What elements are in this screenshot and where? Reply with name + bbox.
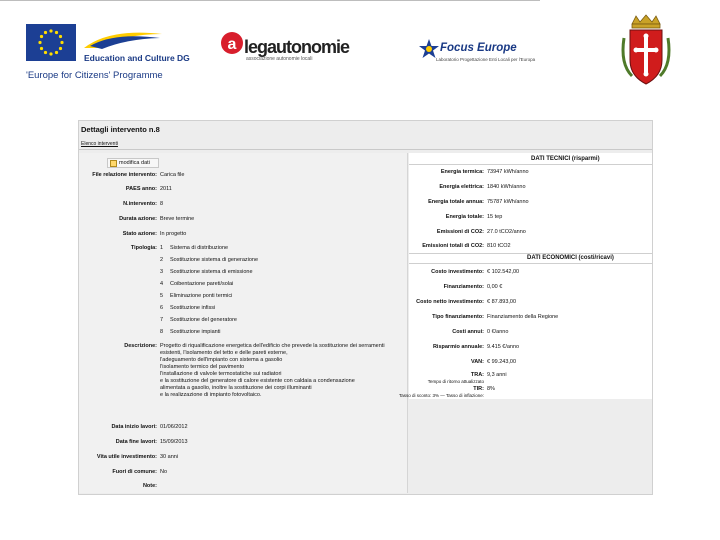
field-value: Breve termine [160,216,195,222]
tech-value: 75787 kWh/anno [487,199,529,205]
field-value: 8 [160,201,164,207]
econ-value: € 102.542,00 [487,269,520,275]
econ-label: Costo netto investimento: [416,299,484,305]
page-title: Dettagli intervento n.8 [81,125,160,134]
econ-value: € 87.893,00 [487,299,517,305]
econ-value: Finanziamento della Regione [487,314,559,320]
description-line: e la realizzazione di impianto fotovoltaico. [160,392,262,398]
field-label: Durata azione: [119,216,157,222]
tech-label: Emissioni di CO2: [436,229,484,235]
back-to-list-link[interactable]: Elenco interventi [81,141,118,147]
tipologia-item: Sostituzione sistema di generazione [170,257,259,263]
tipologia-label: Tipologia: [130,245,157,251]
municipal-crest-logo [618,14,674,90]
tipologia-item: Sistema di distribuzione [170,245,229,251]
description-line: l'adeguamento dell'impianto con sistema a gasolio [160,357,283,363]
econ-label: Finanziamento: [443,284,484,290]
tech-value: 27.0 tCO2/anno [487,229,526,235]
econ-label: Costi annui: [452,329,484,335]
tech-value: 1840 kWh/anno [487,184,526,190]
tipologia-item: Sostituzione infissi [170,305,216,311]
descrizione-label: Descrizione: [124,343,157,349]
legautonomie-sub: associazione autonomie locali [246,56,313,62]
rate-note: Tasso di sconto: 3% — Tasso di inflazione: [399,393,484,398]
tipologia-item: Sostituzione del generatore [170,317,237,323]
technical-data-heading: DATI TECNICI (risparmi) [531,156,600,162]
eac-label: Education and Culture DG [84,53,190,63]
econ-label: Costo investimento: [431,269,484,275]
tech-label: Energia totale annua: [428,199,484,205]
top-divider [0,0,540,1]
tipologia-item: Eliminazione ponti termici [170,293,233,299]
tech-value: 810 tCO2 [487,243,511,249]
econ-label: Risparmio annuale: [432,344,484,350]
tipologia-number: 3 [160,269,164,275]
tech-label: Emissioni totali di CO2: [422,243,484,249]
eu-flag-logo [26,24,76,61]
field-value: In progetto [160,231,187,237]
tipologia-number: 1 [160,245,164,251]
econ-value: 8% [487,386,495,392]
section-divider [409,263,652,264]
econ-label: TRA: [470,372,484,378]
description-line: alimentata a gasolio, inoltre la sostituzione dei corpi illuminanti [160,385,312,391]
field-label: Vita utile investimento: [96,454,157,460]
econ-value: 0 €/anno [487,329,509,335]
right-summary-pane [399,153,652,399]
section-divider [409,253,652,254]
tipologia-number: 4 [160,281,164,287]
econ-value: 9.415 €/anno [487,344,520,350]
intervention-details-window [78,120,653,495]
tech-value: 73947 kWh/anno [487,169,529,175]
tipologia-item: Sostituzione sistema di emissione [170,269,253,275]
tipologia-number: 8 [160,329,164,335]
description-line: l'installazione di valvole termostatiche sui radiatori [160,371,282,377]
useful-life-value: 30 anni [160,454,179,460]
tipologia-number: 2 [160,257,164,263]
tipologia-number: 7 [160,317,164,323]
field-label: PAES anno: [125,186,157,192]
econ-value: € 99.243,00 [487,359,517,365]
tipologia-number: 5 [160,293,164,299]
field-label: Data inizio lavori: [111,424,157,430]
tipologia-item: Coibentazione pareti/solai [170,281,234,287]
section-divider [409,164,652,165]
field-label: Fuori di comune: [112,469,157,475]
title-divider [79,149,652,150]
legautonomie-logo-mark [220,27,244,57]
field-label: File relazione intervento: [92,172,157,178]
education-culture-swoosh-logo [80,26,166,52]
economic-data-heading: DATI ECONOMICI (costi/ricavi) [527,255,614,261]
end-date-value: 15/09/2013 [160,439,188,445]
econ-label: TIR: [473,386,484,392]
description-line: Progetto di riqualificazione energetica dell'edificio che prevede la sostituzione dei serramenti [160,343,385,349]
description-line: e la sostituzione del generatore di calore esistente con caldaia a condensazione [160,378,355,384]
tech-label: Energia elettrica: [439,184,484,190]
upload-file-link[interactable]: Carica file [160,172,185,178]
left-details-pane [79,153,408,493]
tech-label: Energia totale: [445,214,484,220]
field-label: Stato azione: [122,231,157,237]
svg-text:a: a [227,36,237,53]
focus-europe-name: Focus Europe [440,42,517,54]
econ-value: 9,3 anni [487,372,507,378]
tipologia-number: 6 [160,305,164,311]
description-line: l'isolamento termico del pavimento [160,364,245,370]
tech-label: Energia termica: [440,169,484,175]
field-label: Data fine lavori: [115,439,157,445]
econ-value: 0,00 € [487,284,503,290]
description-line: esistenti, l'isolamento del tetto e delle pareti esterne, [160,350,288,356]
econ-label: VAN: [470,359,484,365]
field-value: No [160,469,168,475]
start-date-value: 01/06/2012 [160,424,188,430]
modify-data-button[interactable] [107,158,159,168]
legautonomie-name: legautonomie [244,37,350,57]
notes-label: Note: [142,483,157,489]
programme-label: 'Europe for Citizens' Programme [26,70,163,81]
field-label: N.intervento: [123,201,157,207]
modify-data-label: modifica dati [119,160,150,166]
edit-icon [110,160,117,167]
tra-note: Tempo di ritorno attualizzato [427,379,484,384]
tech-value: 15 tep [487,214,503,220]
tipologia-item: Sostituzione impianti [170,329,221,335]
field-value: 2011 [160,186,172,192]
focus-europe-sub: Laboratorio Progettazione Enti Locali per l'Europa [436,57,536,62]
econ-label: Tipo finanziamento: [432,314,484,320]
